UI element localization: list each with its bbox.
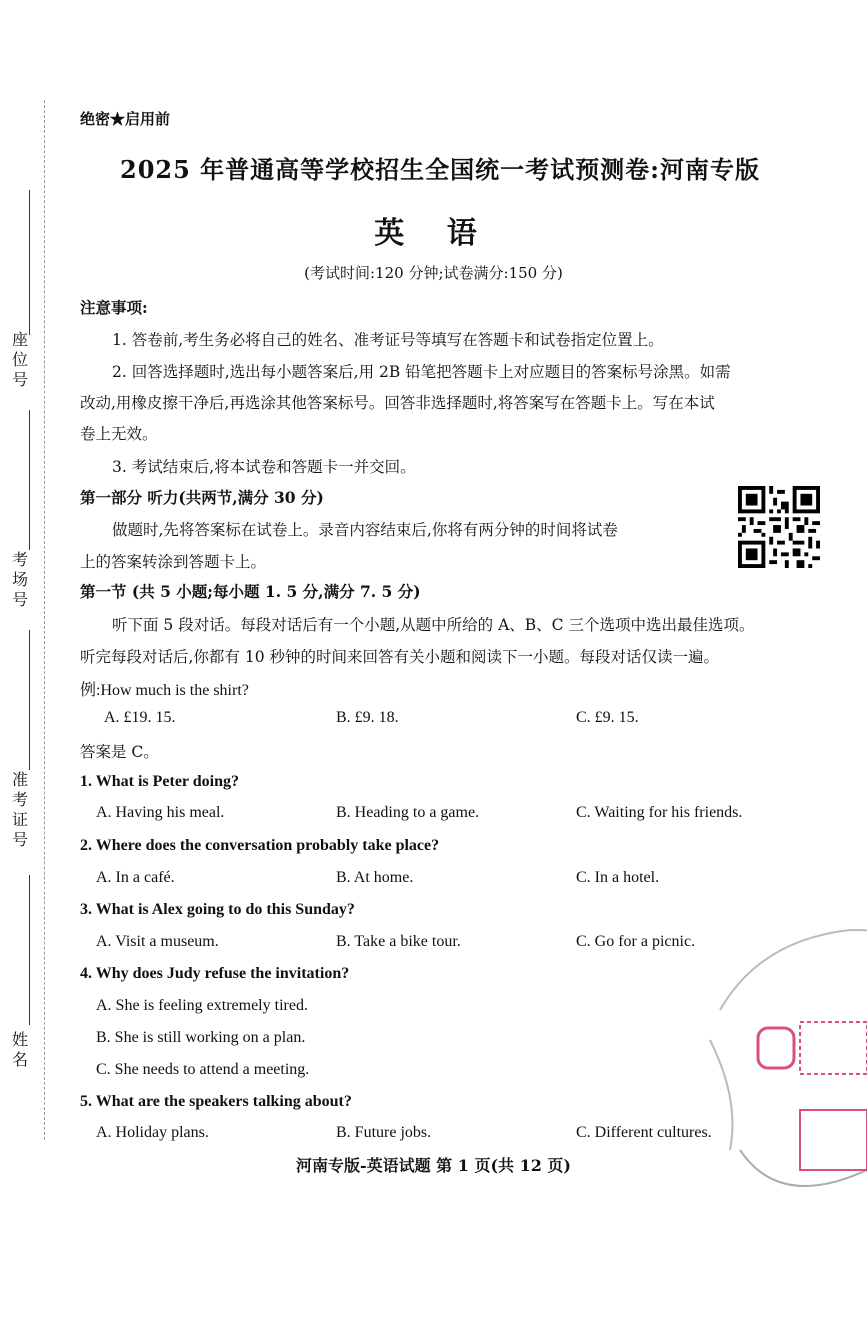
q1-option-b: B. Heading to a game. xyxy=(336,804,480,821)
section1-intro-cont: 听完每段对话后,你都有 10 秒钟的时间来回答有关小题和阅读下一小题。每段对话仅读一遍。 xyxy=(80,648,720,666)
q3-option-a: A. Visit a museum. xyxy=(96,933,219,950)
admission-no-label: 准考证号 xyxy=(11,770,28,849)
q4-option-a: A. She is feeling extremely tired. xyxy=(96,997,308,1014)
section1-intro: 听下面 5 段对话。每段对话后有一个小题,从题中所给的 A、B、C 三个选项中选出最佳选项。 xyxy=(112,616,755,634)
binding-margin-line xyxy=(44,100,45,1140)
qr-code xyxy=(738,486,820,568)
part1-intro-cont: 上的答案转涂到答题卡上。 xyxy=(80,553,267,571)
notes-item-2-cont: 改动,用橡皮擦干净后,再选涂其他答案标号。回答非选择题时,将答案写在答题卡上。写在本试 xyxy=(80,394,715,412)
question-4: 4. Why does Judy refuse the invitation? xyxy=(80,965,350,982)
q1-option-a: A. Having his meal. xyxy=(96,804,225,821)
exam-room-no-line xyxy=(29,410,30,550)
example-answer: 答案是 C。 xyxy=(80,743,159,761)
notes-item-2-cont2: 卷上无效。 xyxy=(80,425,158,443)
question-2: 2. Where does the conversation probably take place? xyxy=(80,837,440,854)
name-label: 姓名 xyxy=(11,1030,28,1069)
q2-option-a: A. In a café. xyxy=(96,869,175,886)
confidential-mark: 绝密★启用前 xyxy=(80,110,171,128)
q5-option-b: B. Future jobs. xyxy=(336,1124,432,1141)
notes-heading: 注意事项: xyxy=(80,298,148,317)
question-5: 5. What are the speakers talking about? xyxy=(80,1093,352,1110)
q1-option-c: C. Waiting for his friends. xyxy=(576,804,743,821)
q5-option-a: A. Holiday plans. xyxy=(96,1124,209,1141)
name-line xyxy=(29,875,30,1025)
exam-title: 2025 年普通高等学校招生全国统一考试预测卷:河南专版 xyxy=(120,155,761,184)
section1-heading: 第一节 (共 5 小题;每小题 1. 5 分,满分 7. 5 分) xyxy=(80,582,421,601)
subject-title: 英 语 xyxy=(374,216,493,251)
q2-option-c: C. In a hotel. xyxy=(576,869,660,886)
page-footer: 河南专版-英语试题 第 1 页(共 12 页) xyxy=(295,1156,572,1175)
notes-item-3: 3. 考试结束后,将本试卷和答题卡一并交回。 xyxy=(112,458,416,476)
question-3: 3. What is Alex going to do this Sunday? xyxy=(80,901,355,918)
example-question: 例:How much is the shirt? xyxy=(80,682,249,699)
q3-option-b: B. Take a bike tour. xyxy=(336,933,461,950)
q4-option-c: C. She needs to attend a meeting. xyxy=(96,1061,310,1078)
part1-heading: 第一部分 听力(共两节,满分 30 分) xyxy=(80,488,324,507)
admission-no-line xyxy=(29,630,30,770)
example-option-a: A. £19. 15. xyxy=(104,709,176,726)
example-option-c: C. £9. 15. xyxy=(576,709,639,726)
q5-option-c: C. Different cultures. xyxy=(576,1124,712,1141)
question-1: 1. What is Peter doing? xyxy=(80,773,239,790)
seat-no-label: 座位号 xyxy=(11,330,28,389)
q4-option-b: B. She is still working on a plan. xyxy=(96,1029,306,1046)
exam-time-info: (考试时间:120 分钟;试卷满分:150 分) xyxy=(304,264,563,282)
q3-option-c: C. Go for a picnic. xyxy=(576,933,696,950)
notes-item-2: 2. 回答选择题时,选出每小题答案后,用 2B 铅笔把答题卡上对应题目的答案标号涂黑。如需 xyxy=(112,363,731,381)
exam-room-no-label: 考场号 xyxy=(11,550,28,609)
notes-item-1: 1. 答卷前,考生务必将自己的姓名、准考证号等填写在答题卡和试卷指定位置上。 xyxy=(112,331,664,349)
example-option-b: B. £9. 18. xyxy=(336,709,399,726)
q2-option-b: B. At home. xyxy=(336,869,414,886)
part1-intro: 做题时,先将答案标在试卷上。录音内容结束后,你将有两分钟的时间将试卷 xyxy=(112,521,618,539)
publisher-stamp xyxy=(700,900,867,1230)
